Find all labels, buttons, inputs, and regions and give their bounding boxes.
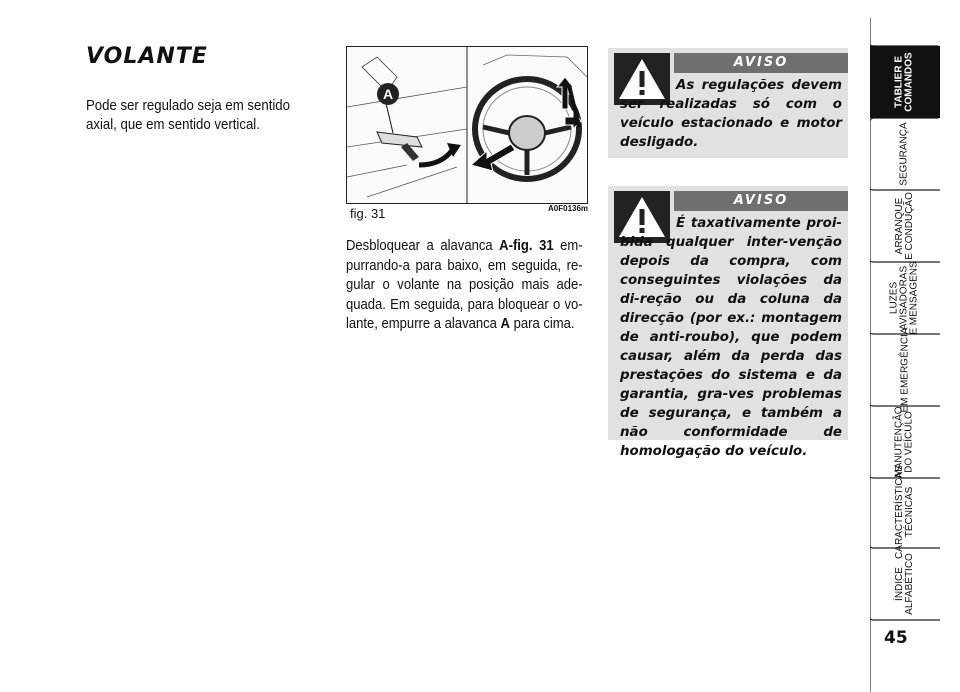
tab-label: TABLIER E COMANDOS <box>893 52 915 112</box>
tab-seguranca[interactable] <box>870 119 940 189</box>
tab-label: MANUTENÇÃO DO VEÍCULO <box>894 406 915 478</box>
instruction-part-1: Desbloquear a alavanca <box>346 237 500 254</box>
warning-label: AVISO <box>674 191 848 211</box>
page-number: 45 <box>884 628 908 648</box>
intro-text: Pode ser regulado seja em sentido axial, que em sentido vertical. <box>86 97 290 133</box>
figure-steering-wheel <box>346 46 588 204</box>
instruction-part-2: em-purrando-a para baixo, em seguida, re-gular o volante na posição mais ade-quada. Em seguida, para bloquear o vo-lante, empurre a alavanca <box>346 237 583 332</box>
page-title: VOLANTE <box>86 44 208 69</box>
tab-label: EM EMERGÊNCIA <box>899 327 911 413</box>
warning-label: AVISO <box>674 53 848 73</box>
callout-a-marker: A <box>377 83 399 105</box>
tab-label: ARRANQUE E CONDUÇÃO <box>893 192 915 260</box>
tab-label: CARACTERÍSTICAS TÉCNICAS <box>894 465 915 559</box>
warning-box-1 <box>608 48 848 158</box>
tab-indice[interactable] <box>870 549 940 619</box>
warning-text: As regulações devem ser realizadas só com o veículo estacionado e motor desligado. <box>620 78 842 150</box>
tab-tablier-e-comandos[interactable] <box>870 47 940 117</box>
tab-label: SEGURANÇA <box>898 122 910 186</box>
instruction-part-3: para cima. <box>509 315 575 332</box>
tab-em-emergencia[interactable] <box>870 327 940 413</box>
figure-code: A0F0136m <box>548 204 589 213</box>
warning-box-2 <box>608 186 848 459</box>
tab-label: LUZES AVISADORAS E MENSAGENS <box>889 261 921 335</box>
lever-reference: A <box>500 315 510 332</box>
figure-caption: fig. 31 <box>350 206 386 221</box>
tab-label: ÍNDICE ALFABÉTICO <box>894 553 915 615</box>
steering-adjust-illustration <box>347 47 588 204</box>
tab-luzes-avisadoras[interactable] <box>870 263 940 333</box>
tab-arranque-e-conducao[interactable] <box>870 191 940 261</box>
warning-text: É taxativamente proi-bida qualquer inter-venção depois da compra, com conseguintes violações da di-reção ou da coluna da direcção (por ex.: montagem de anti-roubo), que podem causar, além da perda das prestações do sistema e da garantia, gra-ves problemas de segurança, e também a não conformidade de homologação do veículo. <box>620 216 842 459</box>
figure-reference: A-fig. 31 <box>499 237 554 254</box>
instruction-text <box>346 236 583 334</box>
tab-caracteristicas[interactable] <box>870 465 940 559</box>
